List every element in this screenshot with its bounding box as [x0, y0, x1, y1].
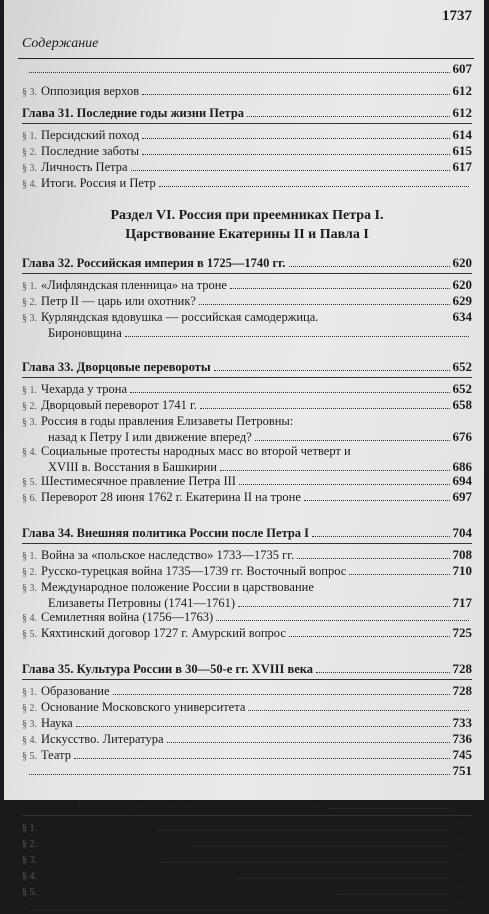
chapter-rule	[22, 377, 472, 378]
chapter-title: Глава 33. Дворцовые перевороты	[22, 360, 211, 374]
section-label: § 2.	[22, 147, 37, 158]
page-ref: 728	[452, 683, 472, 698]
chapter-entry-36	[22, 798, 472, 812]
dot-leader	[230, 288, 450, 289]
toc-entry	[22, 414, 472, 430]
chapter-title: Глава 36. Россия в царствование Екатерины Великой	[22, 798, 325, 812]
part-title-line: Раздел VI. Россия при преемниках Петра I.	[110, 208, 384, 223]
dot-leader	[247, 116, 449, 117]
page-ref: 629	[452, 293, 472, 308]
page-ref: 728	[452, 661, 472, 676]
table-of-contents	[22, 62, 472, 914]
toc-entry	[22, 580, 472, 596]
entry-title-wrap: Бироновщина	[48, 326, 122, 340]
dot-leader	[125, 336, 469, 337]
toc-entry	[22, 820, 472, 836]
section-label: § 1.	[22, 385, 37, 396]
toc-entry	[22, 900, 472, 914]
entry-title: Искусство. Литература	[41, 732, 164, 746]
toc-entry	[22, 852, 472, 868]
section-label: § 4.	[22, 179, 37, 190]
page-ref: 745	[452, 747, 472, 762]
dot-leader	[236, 878, 450, 879]
dot-leader	[193, 846, 449, 847]
page-ref: 779	[452, 899, 472, 914]
entry-title: Шестимесячное правление Петра III	[41, 474, 236, 488]
toc-entry	[22, 732, 472, 748]
section-label: § 3.	[22, 163, 37, 174]
chapter-rule	[22, 815, 472, 816]
toc-entry	[22, 700, 472, 716]
toc-entry	[22, 398, 472, 414]
page-ref: 757	[452, 851, 472, 866]
toc-entry	[22, 684, 472, 700]
dot-leader	[297, 558, 449, 559]
toc-entry	[22, 748, 472, 764]
page-ref: 694	[452, 473, 472, 488]
section-label: § 5.	[22, 751, 37, 762]
dot-leader	[289, 266, 450, 267]
section-label: § 4.	[22, 735, 37, 746]
part-title	[22, 206, 472, 244]
toc-entry	[22, 128, 472, 144]
toc-entry	[22, 626, 472, 642]
dot-leader	[312, 536, 449, 537]
section-label: § 5.	[22, 477, 37, 488]
entry-title: Наука	[41, 716, 73, 730]
page-ref: 736	[452, 731, 472, 746]
section-label: § 1.	[22, 281, 37, 292]
toc-entry	[22, 444, 472, 460]
entry-title: Последние заботы	[41, 144, 139, 158]
entry-title: Семилетняя война (1756—1763)	[41, 610, 214, 624]
section-label: § 2.	[22, 401, 37, 412]
toc-entry-continued	[22, 430, 472, 444]
toc-entry	[22, 62, 472, 76]
toc-entry-continued	[22, 326, 472, 340]
entry-title: «Наказ» Екатерины II	[41, 852, 157, 866]
entry-title: Переворот 28 июня 1762 г. Екатерина II на троне	[41, 490, 301, 504]
page-ref: 717	[452, 595, 472, 610]
chapter-entry-32	[22, 256, 472, 270]
page-ref: 658	[452, 397, 472, 412]
page-ref: 615	[452, 143, 472, 158]
entry-title: Неудавшаяся попытка решения крестьянского вопроса	[41, 884, 333, 898]
header-rule	[18, 58, 474, 59]
toc-entry	[22, 474, 472, 490]
section-label: § 2.	[22, 703, 37, 714]
dot-leader	[131, 170, 450, 171]
dot-leader	[239, 484, 450, 485]
toc-entry	[22, 310, 472, 326]
section-label: § 1.	[22, 551, 37, 562]
toc-entry	[22, 160, 472, 176]
entry-title: Оппозиция верхов	[41, 84, 140, 98]
dot-leader	[199, 304, 450, 305]
dot-leader	[142, 138, 449, 139]
section-label: § 5.	[22, 629, 37, 640]
chapter-entry-34	[22, 526, 472, 540]
dot-leader	[220, 470, 449, 471]
page-ref: 652	[452, 359, 472, 374]
section-label: § 3.	[22, 719, 37, 730]
chapter-title: Глава 32. Российская империя в 1725—1740 гг.	[22, 256, 286, 270]
page-ref: 708	[452, 547, 472, 562]
page-ref: 769	[452, 867, 472, 882]
dot-leader	[336, 894, 450, 895]
section-label: § 4.	[22, 613, 37, 624]
section-label: § 2.	[22, 297, 37, 308]
dot-leader	[29, 774, 450, 775]
dot-leader	[167, 742, 450, 743]
toc-entry	[22, 278, 472, 294]
section-label: § 3.	[22, 417, 37, 428]
chapter-rule	[22, 543, 472, 544]
page-ref: 676	[452, 429, 472, 444]
chapter-rule	[22, 123, 472, 124]
entry-title: «Лифляндская пленница» на троне	[41, 278, 227, 292]
page-ref: 725	[452, 625, 472, 640]
dot-leader	[160, 862, 450, 863]
dot-leader	[214, 370, 450, 371]
dot-leader	[255, 440, 450, 441]
page-ref: 751	[452, 763, 472, 778]
dot-leader	[29, 910, 450, 911]
dot-leader	[158, 830, 450, 831]
entry-title-wrap: Елизаветы Петровны (1741—1761)	[48, 596, 236, 610]
page-ref: 612	[452, 83, 472, 98]
toc-entry	[22, 176, 472, 192]
entry-title: Персидский поход	[41, 128, 140, 142]
section-label: § 5.	[22, 887, 37, 898]
section-label: § 3.	[22, 87, 37, 98]
dot-leader	[328, 808, 450, 809]
entry-title: Чехарда у трона	[41, 382, 127, 396]
page-ref: 620	[452, 255, 472, 270]
chapter-rule	[22, 679, 472, 680]
entry-title: Петр II — царь или охотник?	[41, 294, 196, 308]
toc-entry	[22, 144, 472, 160]
page-ref: 614	[452, 127, 472, 142]
toc-entry	[22, 294, 472, 310]
dot-leader	[29, 72, 450, 73]
toc-entry	[22, 884, 472, 900]
dot-leader	[130, 392, 450, 393]
section-label: § 1.	[22, 687, 37, 698]
page-ref: 612	[452, 105, 472, 120]
page-ref: 733	[452, 715, 472, 730]
chapter-entry-35	[22, 662, 472, 676]
dot-leader	[142, 94, 449, 95]
entry-title: Основание Московского университета	[41, 700, 246, 714]
section-label: § 2.	[22, 567, 37, 578]
toc-entry	[22, 610, 472, 626]
chapter-entry-31	[22, 106, 472, 120]
section-label: § 3.	[22, 583, 37, 594]
toc-entry	[22, 490, 472, 506]
dot-leader	[200, 408, 450, 409]
chapter-title: Глава 35. Культура России в 30—50-е гг. XVIII века	[22, 662, 314, 676]
entry-title: Уложенная комиссия 1767—1768 гг.	[41, 868, 233, 882]
page-ref: 686	[452, 459, 472, 474]
entry-title: Международное положение России в царствование	[41, 580, 314, 594]
toc-entry	[22, 868, 472, 884]
entry-title: Война за «польское наследство» 1733—1735 гг.	[41, 548, 295, 562]
dot-leader	[304, 500, 450, 501]
page-ref: 607	[452, 61, 472, 76]
entry-title: Социальные протесты народных масс во второй четверт и	[41, 444, 351, 458]
chapter-title: Глава 31. Последние годы жизни Петра	[22, 106, 245, 120]
entry-title: Просвещенный абсолютизм	[41, 836, 191, 850]
page-ref: 652	[452, 381, 472, 396]
dot-leader	[142, 154, 450, 155]
dot-leader	[113, 694, 450, 695]
page-ref: 754	[452, 819, 472, 834]
dot-leader	[289, 636, 450, 637]
dot-leader	[74, 758, 450, 759]
dot-leader	[349, 574, 449, 575]
page-ref: 754	[452, 797, 472, 812]
page-ref: 620	[452, 277, 472, 292]
entry-title: Кяхтинский договор 1727 г. Амурский вопрос	[41, 626, 286, 640]
dot-leader	[316, 672, 449, 673]
toc-entry-continued	[22, 596, 472, 610]
toc-entry	[22, 836, 472, 852]
toc-entry	[22, 382, 472, 398]
page-number: 1737	[442, 8, 472, 24]
entry-title: Курляндская вдовушка — российская самодержица.	[41, 310, 319, 324]
toc-entry	[22, 564, 472, 580]
dot-leader	[76, 726, 450, 727]
book-page	[4, 0, 484, 914]
part-title-line: Царствование Екатерины II и Павла I	[125, 227, 369, 242]
section-label: § 3.	[22, 313, 37, 324]
entry-title: Русско-турецкая война 1735—1739 гг. Восточный вопрос	[41, 564, 347, 578]
entry-title: Личность Петра	[41, 160, 128, 174]
dot-leader	[248, 710, 469, 711]
section-label: § 4.	[22, 871, 37, 882]
toc-entry	[22, 84, 472, 100]
page-ref: 710	[452, 563, 472, 578]
entry-title: Дворцовый переворот 1741 г.	[41, 398, 197, 412]
section-label: § 1.	[22, 131, 37, 142]
section-label: § 2.	[22, 839, 37, 850]
chapter-entry-33	[22, 360, 472, 374]
toc-entry	[22, 716, 472, 732]
dot-leader	[216, 620, 469, 621]
page-ref: 757	[452, 835, 472, 850]
section-label: § 6.	[22, 493, 37, 504]
entry-title: Театр	[41, 748, 71, 762]
page-ref: 697	[452, 489, 472, 504]
entry-title-wrap: XVIII в. Восстания в Башкирии	[48, 460, 218, 474]
toc-entry-continued	[22, 460, 472, 474]
section-label: § 3.	[22, 855, 37, 866]
section-label: § 4.	[22, 447, 37, 458]
toc-entry	[22, 548, 472, 564]
page-ref: 634	[452, 309, 472, 324]
section-label: § 1.	[22, 823, 37, 834]
entry-title: Россия в годы правления Елизаветы Петровны:	[41, 414, 294, 428]
dot-leader	[238, 606, 449, 607]
page-ref: 775	[452, 883, 472, 898]
entry-title: Итоги. Россия и Петр	[41, 176, 156, 190]
entry-title: Образование	[41, 684, 110, 698]
chapter-title: Глава 34. Внешняя политика России после Петра I	[22, 526, 310, 540]
page-ref: 617	[452, 159, 472, 174]
toc-entry	[22, 764, 472, 778]
chapter-rule	[22, 273, 472, 274]
entry-title: Начало царствования	[41, 820, 155, 834]
entry-title-wrap: назад к Петру I или движение вперед?	[48, 430, 252, 444]
running-head: Содержание	[22, 36, 99, 51]
page-ref: 704	[452, 525, 472, 540]
dot-leader	[159, 186, 469, 187]
